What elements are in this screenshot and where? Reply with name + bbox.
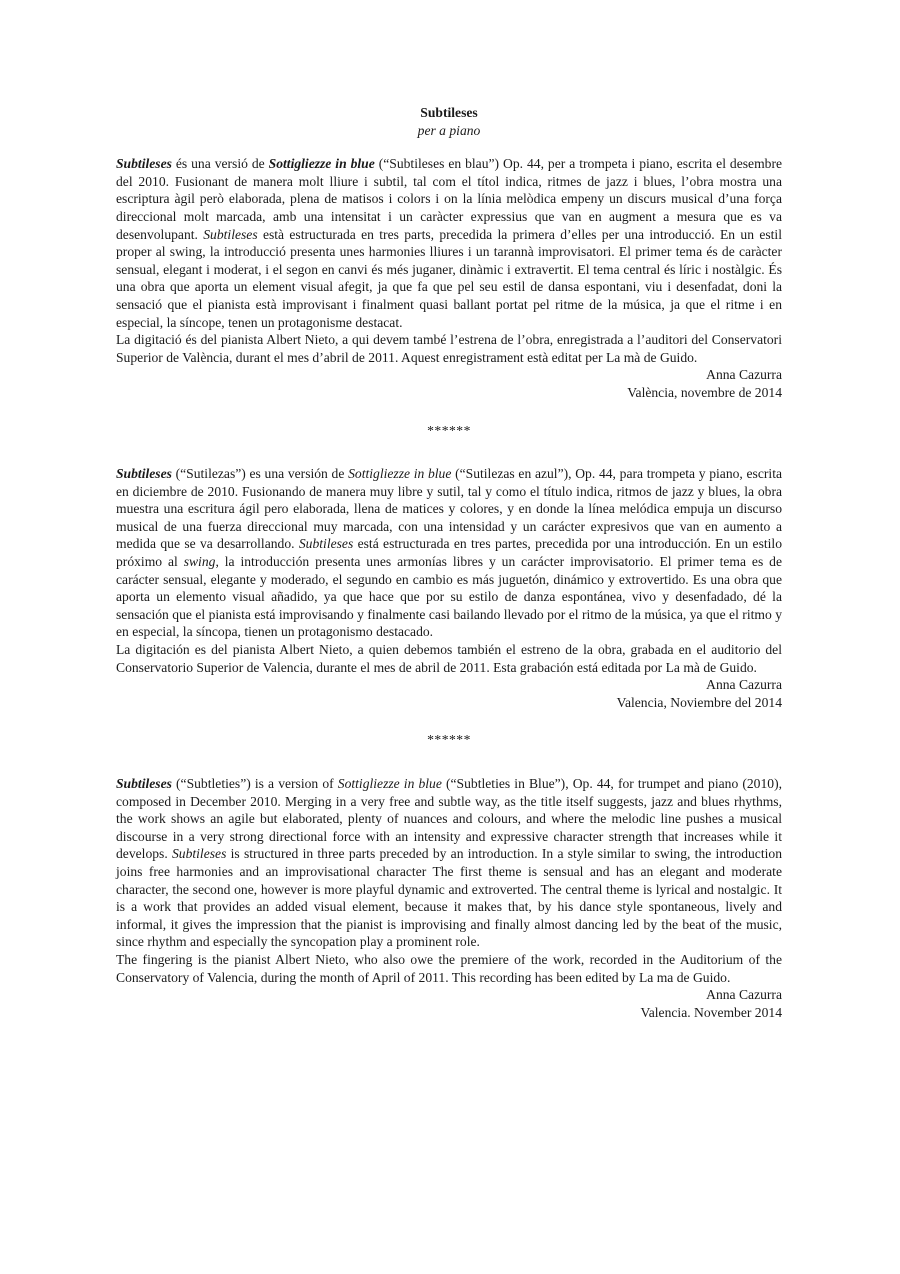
catalan-section (116, 155, 782, 401)
text-run: is structured in three parts preceded by an introduction. In a style similar to swing, the introduction joins free harmonies and an improvisational character The first theme is sensual and has an elegant and moderate character, the second one, however is more playful dynamic and extroverted. The central theme is lyrical and nostalgic. It is a work that provides an added visual element, because it makes that, by his dance style spontaneous, lively and informal, it gives the impression that the pianist is improvising and finally almost dancing led by the beat of the music, since rhythm and especially the syncopation play a prominent role. (116, 846, 782, 950)
source-work-emphasis: Sottigliezze in blue (268, 156, 375, 172)
english-place-date: Valencia. November 2014 (640, 1004, 782, 1020)
swing-italic: swing (183, 554, 216, 570)
text-run: és una versió de (171, 156, 269, 172)
spanish-paragraph-fingering: La digitación es del pianista Albert Nieto, a quien debemos también el estreno de la obra, grabada en el auditorio del Conservatorio Superior de Valencia, durante el mes de abril de 2011. Esta grabación está editada por La mà de Guido. (116, 642, 782, 675)
spanish-place-date: Valencia, Noviembre del 2014 (616, 694, 782, 710)
text-run: , la introducción presenta unes armonías libres y un carácter improvisatorio. El primer tema es de carácter sensual, elegante y moderado, el segundo en cambio es más juguetón, dinámico y extrovertido. Es una obra que aporta un elemento visual añadido, ya que hace que por su estilo de danza espontánea, vivo y desenfadado, dé la sensación que el pianista está improvisando y finalmente casi bailando llevado por el ritmo de la música, ya que el ritmo y en especial, la síncopa, tienen un protagonismo destacado. (116, 554, 782, 640)
english-paragraph-fingering: The fingering is the pianist Albert Nieto, who also owe the premiere of the work, recorded in the Auditorium of the Conservatory of Valencia, during the month of April of 2011. This recording has been edited by La ma de Guido. (116, 951, 782, 985)
work-title-italic: Subtileses (298, 536, 354, 552)
catalan-place-date: València, novembre de 2014 (627, 384, 782, 400)
work-title-emphasis: Subtileses (116, 776, 172, 791)
english-author: Anna Cazurra (706, 987, 782, 1003)
section-separator: ****** (427, 732, 471, 748)
document-subtitle: per a piano (417, 122, 481, 138)
work-title-emphasis: Subtileses (116, 466, 172, 482)
text-run: (“Subtleties”) is a version of (171, 776, 338, 791)
catalan-paragraph-fingering: La digitació és del pianista Albert Nieto, a qui devem també l’estrena de l’obra, enregistrada a l’auditori del Conservatori Superior de València, durant el mes d’abril de 2011. Aquest enregistrament està editat per La mà de Guido. (116, 332, 782, 365)
text-run: (“Subtleties in Blue”), Op. 44, for trumpet and piano (2010), composed in December 2010. Merging in a very free and subtle way, as the title itself suggests, jazz and blues rhythms, the work shows an agile but elaborated, plenty of nuances and colours, and where the melodic line pushes a musical discourse in a very strong directional force with an intensity and expressive character strength that increases while it develops. (116, 776, 782, 862)
text-run: está estructurada en tres partes, precedida por una introducción. En un estilo próximo al (116, 536, 782, 570)
work-title-emphasis: Subtileses (116, 156, 172, 172)
source-work-italic: Sottigliezze in blue (337, 776, 442, 791)
text-run: (“Subtileses en blau”) Op. 44, per a trompeta i piano, escrita el desembre del 2010. Fusionant de manera molt lliure i subtil, tal com el títol indica, ritmes de jazz i blues, l’obra mostra una escriptura àgil però elaborada, plena de matisos i colors i on la línia melòdica empeny un discurs musical d’una força direccional molt marcada, amb una intensitat i un caràcter expressius que van en augment a mesura que es va desenvolupant. (116, 156, 782, 242)
document-title: Subtileses (420, 105, 478, 120)
text-run: està estructurada en tres parts, precedida la primera d’elles per una introducció. En un estil proper al swing, la introducció presenta unes harmonies lliures i un tarannà improvisatori. El primer tema és de caràcter sensual, elegant i moderat, i el segon en canvi és més juganer, dinàmic i extravertit. El tema central és líric i nostàlgic. És una obra que aporta un element visual afegit, ja que fa que pel seu estil de dansa espontani, viu i desenfadat, doni la sensació que el pianista està improvisant i finalment quasi ballant portat pel ritme de la música, ja que el ritme i en especial, la síncope, tenen un protagonisme destacat. (116, 226, 782, 330)
catalan-author: Anna Cazurra (706, 367, 782, 383)
spanish-paragraph-description (116, 465, 782, 641)
source-work-italic: Sottigliezze in blue (348, 466, 452, 482)
english-paragraph-description (116, 775, 782, 951)
section-separator: ****** (427, 422, 471, 438)
catalan-paragraph-description (116, 155, 782, 331)
work-title-italic: Subtileses (171, 846, 227, 862)
spanish-author: Anna Cazurra (706, 677, 782, 693)
spanish-section (116, 465, 782, 711)
english-section (116, 775, 782, 1021)
work-title-italic: Subtileses (203, 226, 258, 242)
text-run: (“Sutilezas en azul”), Op. 44, para trompeta y piano, escrita en diciembre de 2010. Fusionando de manera muy libre y sutil, tal y como el título indica, ritmos de jazz y blues, la obra muestra una escritura ágil pero elaborada, llena de matices y colores, y en donde la línea melódica empuja un discurso musical de una fuerza direccional muy marcada, con una intensidad y un carácter expresivos que van en aumento a medida que se va desarrollando. (116, 466, 782, 552)
text-run: (“Sutilezas”) es una versión de (171, 466, 349, 482)
